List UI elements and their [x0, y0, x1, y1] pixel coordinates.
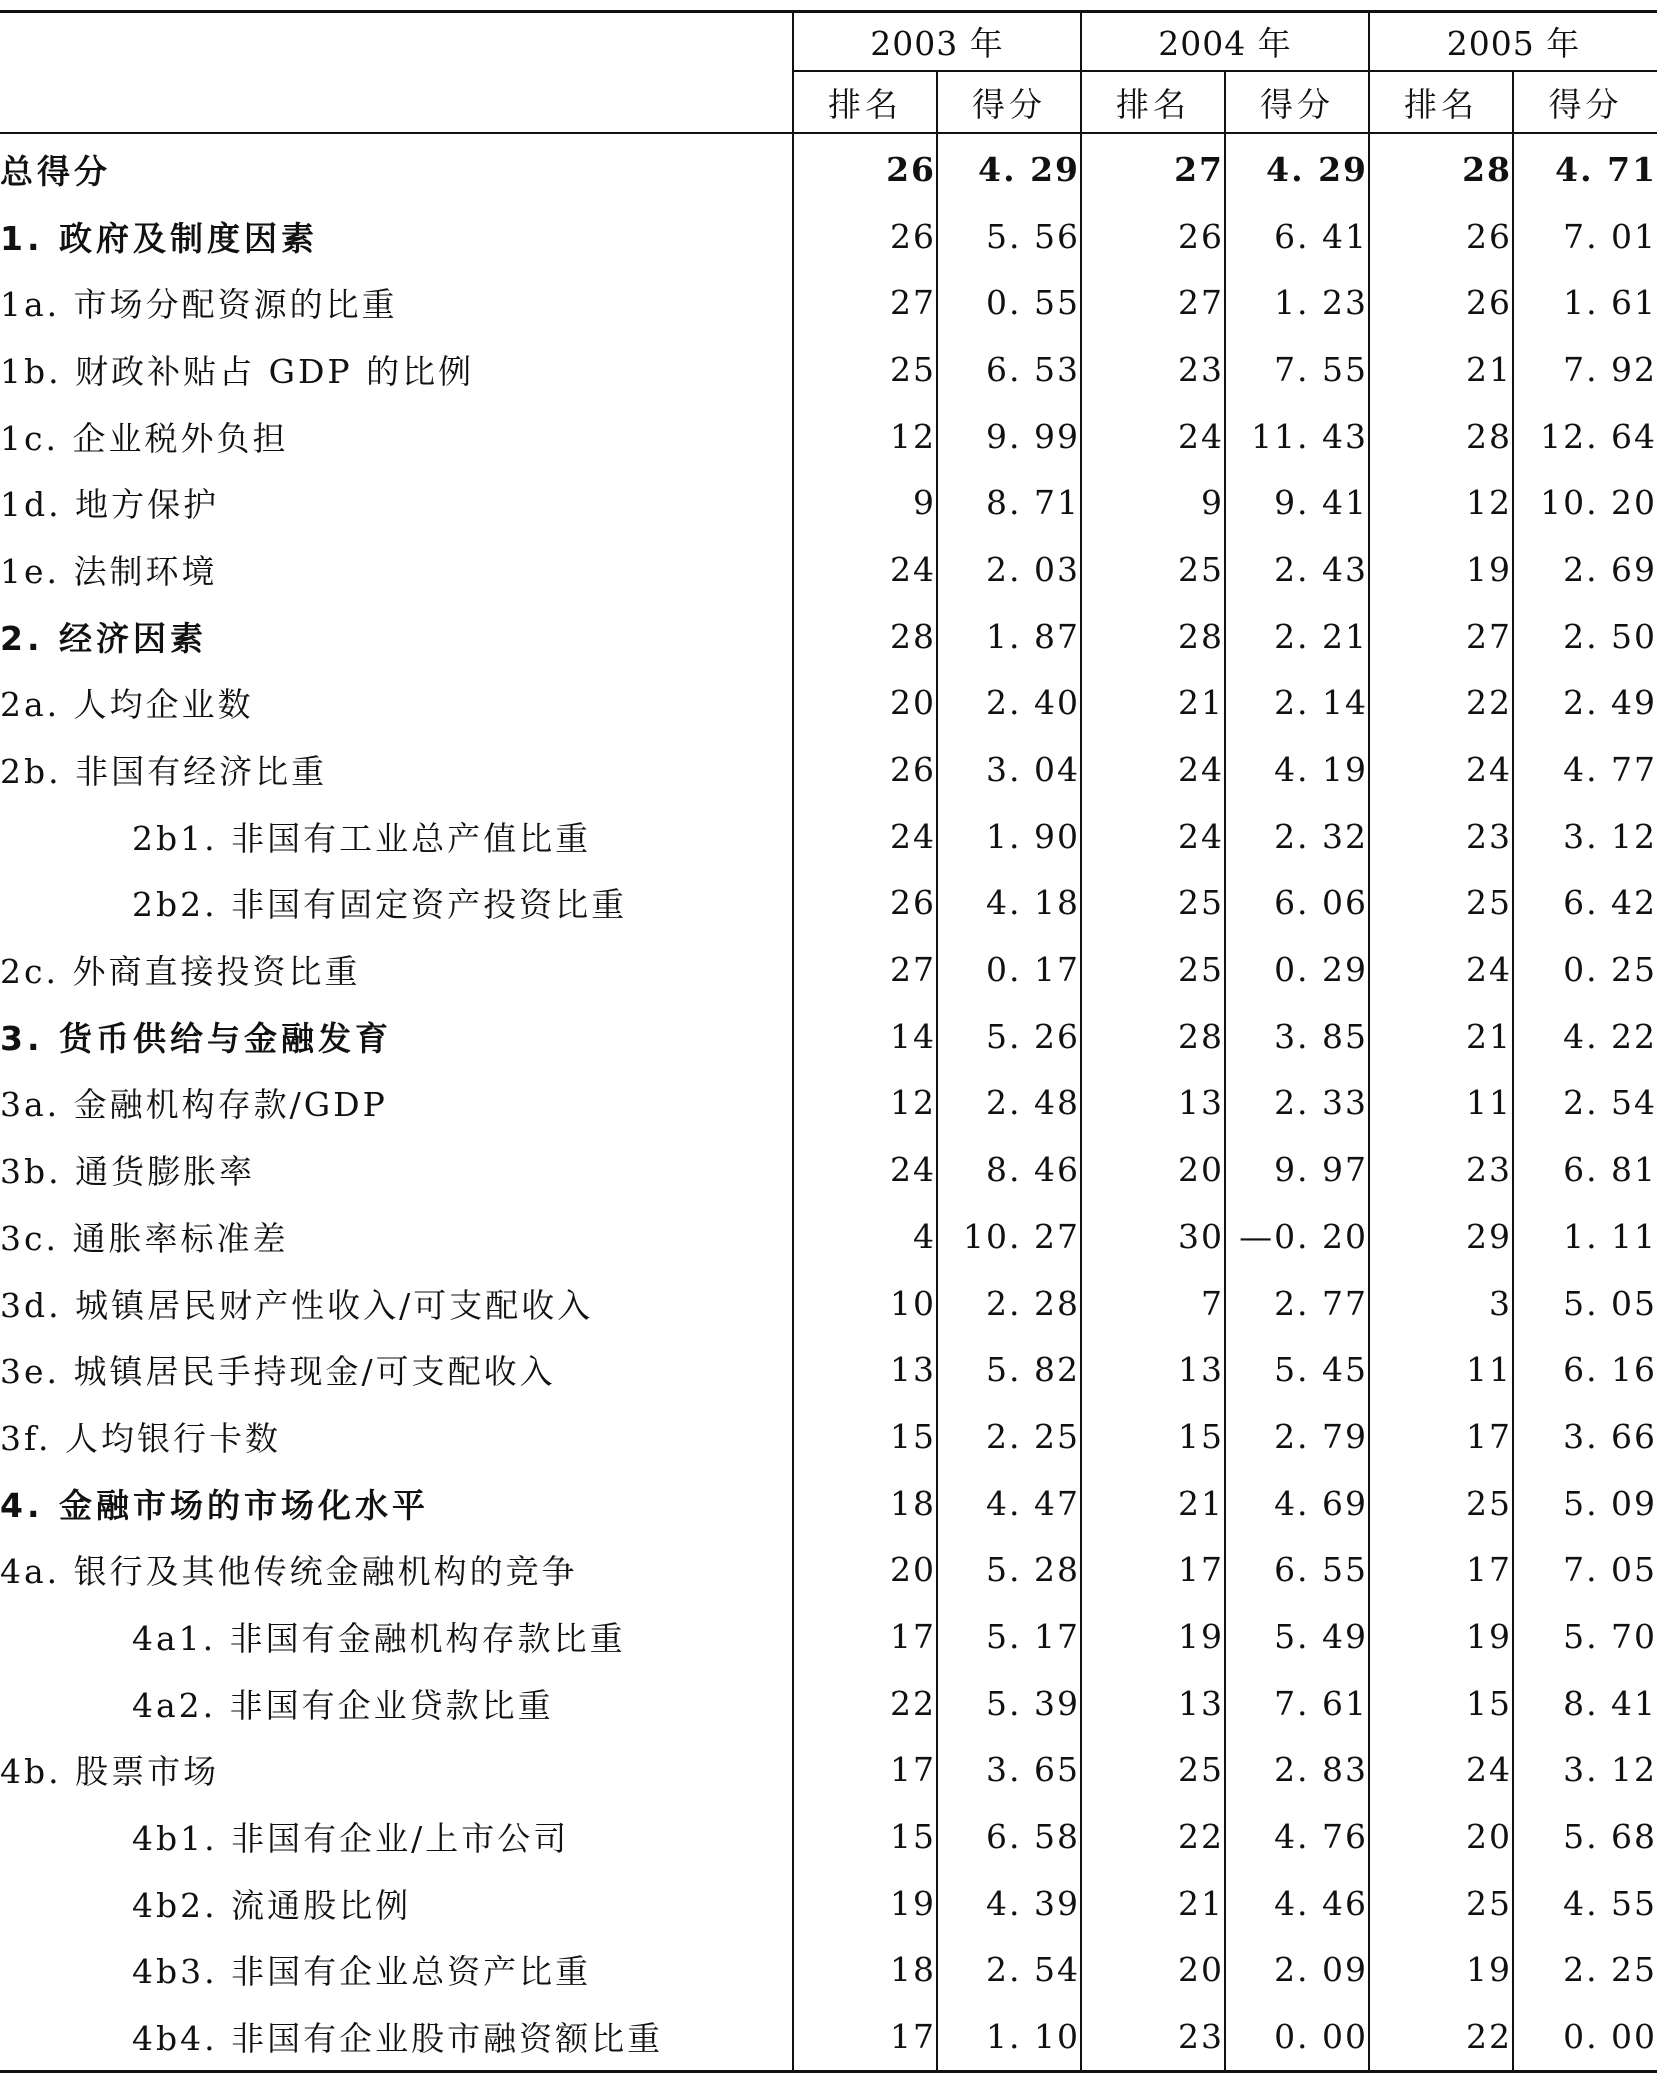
score-2005-cell: 4. 55 — [1513, 1870, 1657, 1937]
table-row — [0, 536, 1657, 603]
rank-2004-cell: 24 — [1081, 803, 1225, 870]
row-label: 1b. 财政补贴占 GDP 的比例 — [0, 351, 475, 391]
row-label: 1c. 企业税外负担 — [0, 418, 289, 458]
rank-2004-cell: 7 — [1081, 1270, 1225, 1337]
table-row — [0, 1803, 1657, 1870]
rank-2004-cell: 17 — [1081, 1536, 1225, 1603]
table-row — [0, 203, 1657, 270]
score-2004-cell: 4. 29 — [1225, 133, 1369, 203]
score-2005-cell: 1. 61 — [1513, 269, 1657, 336]
score-2005-cell: 3. 12 — [1513, 803, 1657, 870]
table-row — [0, 269, 1657, 336]
row-label: 4b1. 非国有企业/上市公司 — [132, 1819, 570, 1859]
rank-2003-cell: 13 — [793, 1336, 937, 1403]
subheader-rank: 排名 — [793, 71, 937, 133]
rank-2005-cell: 26 — [1369, 269, 1513, 336]
score-2004-cell: 5. 49 — [1225, 1603, 1369, 1670]
table-row — [0, 1136, 1657, 1203]
table-row — [0, 336, 1657, 403]
row-label: 3e. 城镇居民手持现金/可支配收入 — [0, 1352, 556, 1392]
score-2003-cell: 4. 29 — [937, 133, 1081, 203]
table-row — [0, 870, 1657, 937]
score-2005-cell: 8. 41 — [1513, 1670, 1657, 1737]
score-2005-cell: 2. 54 — [1513, 1070, 1657, 1137]
rank-2005-cell: 24 — [1369, 936, 1513, 1003]
subheader-rank: 排名 — [1081, 71, 1225, 133]
score-2005-cell: 5. 05 — [1513, 1270, 1657, 1337]
score-2005-cell: 4. 22 — [1513, 1003, 1657, 1070]
rank-2003-cell: 26 — [793, 736, 937, 803]
table-row — [0, 670, 1657, 737]
subheader-blank-cell — [0, 71, 793, 133]
table-row — [0, 936, 1657, 1003]
rank-2004-cell: 22 — [1081, 1803, 1225, 1870]
score-2003-cell: 3. 65 — [937, 1737, 1081, 1804]
rank-2004-cell: 24 — [1081, 736, 1225, 803]
table-row — [0, 1670, 1657, 1737]
score-2004-cell: 2. 43 — [1225, 536, 1369, 603]
table-row — [0, 133, 1657, 203]
table-row — [0, 1336, 1657, 1403]
row-label: 3f. 人均银行卡数 — [0, 1418, 282, 1458]
rank-2005-cell: 11 — [1369, 1070, 1513, 1137]
score-2003-cell: 9. 99 — [937, 403, 1081, 470]
rank-2003-cell: 12 — [793, 403, 937, 470]
score-2004-cell: 0. 29 — [1225, 936, 1369, 1003]
score-2005-cell: 7. 92 — [1513, 336, 1657, 403]
row-label: 1e. 法制环境 — [0, 551, 218, 591]
row-label: 1a. 市场分配资源的比重 — [0, 285, 398, 325]
rank-2005-cell: 21 — [1369, 336, 1513, 403]
rank-2005-cell: 23 — [1369, 803, 1513, 870]
score-2003-cell: 3. 04 — [937, 736, 1081, 803]
score-2003-cell: 5. 28 — [937, 1536, 1081, 1603]
row-label: 总得分 — [0, 151, 111, 191]
rank-2005-cell: 12 — [1369, 469, 1513, 536]
score-2004-cell: 2. 32 — [1225, 803, 1369, 870]
rank-2004-cell: 25 — [1081, 1737, 1225, 1804]
row-label: 3a. 金融机构存款/GDP — [0, 1085, 388, 1125]
table-row — [0, 1403, 1657, 1470]
header-blank-cell — [0, 12, 793, 72]
row-label: 2c. 外商直接投资比重 — [0, 952, 361, 992]
score-2003-cell: 5. 26 — [937, 1003, 1081, 1070]
score-2003-cell: 4. 18 — [937, 870, 1081, 937]
score-2005-cell: 2. 50 — [1513, 603, 1657, 670]
row-label: 1. 政府及制度因素 — [0, 218, 318, 258]
table-row — [0, 1603, 1657, 1670]
score-2004-cell: 4. 69 — [1225, 1470, 1369, 1537]
rank-2004-cell: 25 — [1081, 536, 1225, 603]
rank-2004-cell: 20 — [1081, 1136, 1225, 1203]
score-2005-cell: 10. 20 — [1513, 469, 1657, 536]
score-2004-cell: 7. 61 — [1225, 1670, 1369, 1737]
subheader-score: 得分 — [937, 71, 1081, 133]
rank-2003-cell: 18 — [793, 1937, 937, 2004]
score-2003-cell: 4. 47 — [937, 1470, 1081, 1537]
table-row — [0, 1937, 1657, 2004]
rank-2004-cell: 13 — [1081, 1070, 1225, 1137]
rank-2005-cell: 24 — [1369, 1737, 1513, 1804]
rank-2003-cell: 20 — [793, 670, 937, 737]
rank-2004-cell: 25 — [1081, 936, 1225, 1003]
rank-2004-cell: 27 — [1081, 269, 1225, 336]
year-header-2005: 2005 年 — [1369, 12, 1657, 72]
rank-2003-cell: 17 — [793, 2003, 937, 2071]
rank-2005-cell: 11 — [1369, 1336, 1513, 1403]
row-label: 4b2. 流通股比例 — [132, 1885, 412, 1925]
rank-2004-cell: 21 — [1081, 670, 1225, 737]
row-label: 4a2. 非国有企业贷款比重 — [132, 1685, 554, 1725]
score-2005-cell: 7. 05 — [1513, 1536, 1657, 1603]
score-2005-cell: 2. 25 — [1513, 1937, 1657, 2004]
rank-2003-cell: 20 — [793, 1536, 937, 1603]
rank-2005-cell: 20 — [1369, 1803, 1513, 1870]
rank-2003-cell: 9 — [793, 469, 937, 536]
subheader-rank: 排名 — [1369, 71, 1513, 133]
score-2003-cell: 2. 40 — [937, 670, 1081, 737]
rank-2005-cell: 29 — [1369, 1203, 1513, 1270]
rank-2004-cell: 26 — [1081, 203, 1225, 270]
table-row — [0, 1470, 1657, 1537]
score-2004-cell: 4. 76 — [1225, 1803, 1369, 1870]
rank-2003-cell: 17 — [793, 1603, 937, 1670]
table-row — [0, 736, 1657, 803]
table-row — [0, 469, 1657, 536]
rank-2005-cell: 25 — [1369, 1470, 1513, 1537]
row-label: 3b. 通货膨胀率 — [0, 1152, 256, 1192]
score-2005-cell: 1. 11 — [1513, 1203, 1657, 1270]
score-2004-cell: 7. 55 — [1225, 336, 1369, 403]
rank-2004-cell: 28 — [1081, 603, 1225, 670]
row-label: 2b. 非国有经济比重 — [0, 752, 328, 792]
rank-2004-cell: 24 — [1081, 403, 1225, 470]
score-2005-cell: 5. 09 — [1513, 1470, 1657, 1537]
rank-2003-cell: 4 — [793, 1203, 937, 1270]
rank-2003-cell: 26 — [793, 870, 937, 937]
rank-2004-cell: 9 — [1081, 469, 1225, 536]
score-2004-cell: 2. 77 — [1225, 1270, 1369, 1337]
row-label: 2. 经济因素 — [0, 618, 207, 658]
score-2005-cell: 2. 49 — [1513, 670, 1657, 737]
rank-2003-cell: 14 — [793, 1003, 937, 1070]
score-2003-cell: 1. 90 — [937, 803, 1081, 870]
score-2003-cell: 2. 25 — [937, 1403, 1081, 1470]
rank-2004-cell: 23 — [1081, 336, 1225, 403]
score-2003-cell: 6. 53 — [937, 336, 1081, 403]
score-2004-cell: —0. 20 — [1225, 1203, 1369, 1270]
table-row — [0, 2003, 1657, 2071]
score-2004-cell: 2. 33 — [1225, 1070, 1369, 1137]
score-2003-cell: 4. 39 — [937, 1870, 1081, 1937]
score-2005-cell: 3. 12 — [1513, 1737, 1657, 1804]
rank-2004-cell: 25 — [1081, 870, 1225, 937]
rank-2005-cell: 25 — [1369, 1870, 1513, 1937]
score-2003-cell: 8. 46 — [937, 1136, 1081, 1203]
rank-2003-cell: 27 — [793, 936, 937, 1003]
score-2005-cell: 4. 77 — [1513, 736, 1657, 803]
rank-2005-cell: 17 — [1369, 1403, 1513, 1470]
score-2003-cell: 5. 39 — [937, 1670, 1081, 1737]
score-2003-cell: 8. 71 — [937, 469, 1081, 536]
row-label: 4b4. 非国有企业股市融资额比重 — [0, 2003, 793, 2071]
ranking-table — [0, 10, 1657, 2073]
score-2003-cell: 5. 17 — [937, 1603, 1081, 1670]
rank-2005-cell: 19 — [1369, 1603, 1513, 1670]
row-label: 1d. 地方保护 — [0, 485, 220, 525]
rank-2005-cell: 27 — [1369, 603, 1513, 670]
score-2004-cell: 5. 45 — [1225, 1336, 1369, 1403]
table-row — [0, 1737, 1657, 1804]
rank-2004-cell: 13 — [1081, 1670, 1225, 1737]
score-2004-cell: 0. 00 — [1225, 2003, 1369, 2071]
table-row — [0, 803, 1657, 870]
score-2003-cell: 1. 87 — [937, 603, 1081, 670]
score-2004-cell: 9. 41 — [1225, 469, 1369, 536]
score-2004-cell: 4. 19 — [1225, 736, 1369, 803]
rank-2003-cell: 22 — [793, 1670, 937, 1737]
subheader-score: 得分 — [1225, 71, 1369, 133]
row-label: 2b1. 非国有工业总产值比重 — [132, 818, 592, 858]
rank-2004-cell: 30 — [1081, 1203, 1225, 1270]
subheader-score: 得分 — [1513, 71, 1657, 133]
score-2004-cell: 11. 43 — [1225, 403, 1369, 470]
table-row — [0, 1070, 1657, 1137]
table-row — [0, 1870, 1657, 1937]
rank-2005-cell: 24 — [1369, 736, 1513, 803]
rank-2003-cell: 24 — [793, 1136, 937, 1203]
rank-2004-cell: 15 — [1081, 1403, 1225, 1470]
score-2005-cell: 0. 25 — [1513, 936, 1657, 1003]
rank-2004-cell: 19 — [1081, 1603, 1225, 1670]
score-2003-cell: 0. 17 — [937, 936, 1081, 1003]
rank-2003-cell: 27 — [793, 269, 937, 336]
score-2004-cell: 2. 21 — [1225, 603, 1369, 670]
score-2004-cell: 6. 06 — [1225, 870, 1369, 937]
score-2004-cell: 6. 41 — [1225, 203, 1369, 270]
row-label: 3c. 通胀率标准差 — [0, 1218, 289, 1258]
row-label: 4a. 银行及其他传统金融机构的竞争 — [0, 1552, 578, 1592]
score-2004-cell: 1. 23 — [1225, 269, 1369, 336]
score-2004-cell: 6. 55 — [1225, 1536, 1369, 1603]
score-2004-cell: 2. 14 — [1225, 670, 1369, 737]
score-2005-cell: 2. 69 — [1513, 536, 1657, 603]
score-2003-cell: 1. 10 — [937, 2003, 1081, 2071]
score-2004-cell: 4. 46 — [1225, 1870, 1369, 1937]
table-header — [0, 12, 1657, 134]
rank-2005-cell: 19 — [1369, 536, 1513, 603]
table-body — [0, 133, 1657, 2071]
rank-2005-cell: 17 — [1369, 1536, 1513, 1603]
score-2004-cell: 2. 83 — [1225, 1737, 1369, 1804]
table-row — [0, 403, 1657, 470]
row-label: 4. 金融市场的市场化水平 — [0, 1485, 429, 1525]
score-2004-cell: 2. 09 — [1225, 1937, 1369, 2004]
table-row — [0, 1003, 1657, 1070]
row-label: 4b3. 非国有企业总资产比重 — [132, 1952, 592, 1992]
rank-2003-cell: 15 — [793, 1403, 937, 1470]
row-label: 2b2. 非国有固定资产投资比重 — [132, 885, 628, 925]
row-label: 2a. 人均企业数 — [0, 685, 254, 725]
rank-2004-cell: 20 — [1081, 1937, 1225, 2004]
rank-2005-cell: 26 — [1369, 203, 1513, 270]
row-label: 3. 货币供给与金融发育 — [0, 1018, 392, 1058]
rank-2005-cell: 19 — [1369, 1937, 1513, 2004]
rank-2004-cell: 28 — [1081, 1003, 1225, 1070]
score-2004-cell: 9. 97 — [1225, 1136, 1369, 1203]
score-2005-cell: 3. 66 — [1513, 1403, 1657, 1470]
score-2003-cell: 5. 56 — [937, 203, 1081, 270]
rank-2005-cell: 22 — [1369, 670, 1513, 737]
score-2005-cell: 5. 70 — [1513, 1603, 1657, 1670]
rank-2005-cell: 15 — [1369, 1670, 1513, 1737]
score-2004-cell: 2. 79 — [1225, 1403, 1369, 1470]
rank-2003-cell: 28 — [793, 603, 937, 670]
rank-2003-cell: 10 — [793, 1270, 937, 1337]
score-2003-cell: 6. 58 — [937, 1803, 1081, 1870]
score-2003-cell: 2. 03 — [937, 536, 1081, 603]
rank-2003-cell: 24 — [793, 536, 937, 603]
row-label: 4a1. 非国有金融机构存款比重 — [132, 1618, 626, 1658]
rank-2004-cell: 21 — [1081, 1870, 1225, 1937]
table-row — [0, 1270, 1657, 1337]
table-row — [0, 1536, 1657, 1603]
score-2003-cell: 2. 28 — [937, 1270, 1081, 1337]
score-2005-cell: 5. 68 — [1513, 1803, 1657, 1870]
rank-2004-cell: 23 — [1081, 2003, 1225, 2071]
score-2005-cell: 4. 71 — [1513, 133, 1657, 203]
rank-2004-cell: 27 — [1081, 133, 1225, 203]
rank-2005-cell: 28 — [1369, 403, 1513, 470]
rank-2005-cell: 22 — [1369, 2003, 1513, 2071]
year-header-2004: 2004 年 — [1081, 12, 1369, 72]
rank-2003-cell: 17 — [793, 1737, 937, 1804]
score-2005-cell: 6. 16 — [1513, 1336, 1657, 1403]
score-2003-cell: 2. 48 — [937, 1070, 1081, 1137]
score-2005-cell: 6. 81 — [1513, 1136, 1657, 1203]
score-2005-cell: 7. 01 — [1513, 203, 1657, 270]
score-2003-cell: 5. 82 — [937, 1336, 1081, 1403]
score-2004-cell: 3. 85 — [1225, 1003, 1369, 1070]
score-2005-cell: 6. 42 — [1513, 870, 1657, 937]
subheader-row — [0, 71, 1657, 133]
score-2005-cell: 0. 00 — [1513, 2003, 1657, 2071]
rank-2005-cell: 3 — [1369, 1270, 1513, 1337]
rank-2003-cell: 25 — [793, 336, 937, 403]
rank-2005-cell: 25 — [1369, 870, 1513, 937]
table-row — [0, 1203, 1657, 1270]
rank-2003-cell: 24 — [793, 803, 937, 870]
rank-2003-cell: 19 — [793, 1870, 937, 1937]
score-2003-cell: 0. 55 — [937, 269, 1081, 336]
score-2003-cell: 2. 54 — [937, 1937, 1081, 2004]
rank-2005-cell: 23 — [1369, 1136, 1513, 1203]
rank-2005-cell: 28 — [1369, 133, 1513, 203]
table-row — [0, 603, 1657, 670]
score-2003-cell: 10. 27 — [937, 1203, 1081, 1270]
rank-2003-cell: 12 — [793, 1070, 937, 1137]
row-label: 4b. 股票市场 — [0, 1752, 220, 1792]
rank-2004-cell: 13 — [1081, 1336, 1225, 1403]
rank-2003-cell: 26 — [793, 203, 937, 270]
year-header-2003: 2003 年 — [793, 12, 1081, 72]
year-header-row — [0, 12, 1657, 72]
row-label: 3d. 城镇居民财产性收入/可支配收入 — [0, 1285, 594, 1325]
rank-2005-cell: 21 — [1369, 1003, 1513, 1070]
rank-2003-cell: 15 — [793, 1803, 937, 1870]
score-2005-cell: 12. 64 — [1513, 403, 1657, 470]
rank-2003-cell: 18 — [793, 1470, 937, 1537]
rank-2004-cell: 21 — [1081, 1470, 1225, 1537]
rank-2003-cell: 26 — [793, 133, 937, 203]
